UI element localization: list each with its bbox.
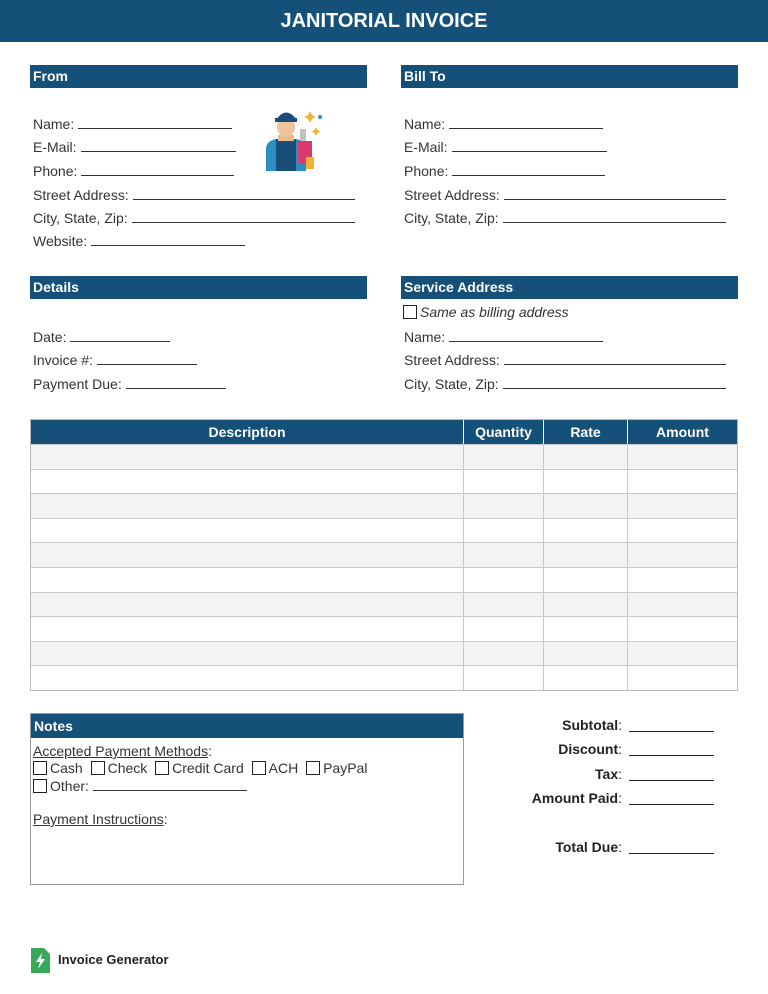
- service-street-field[interactable]: Street Address:: [404, 351, 726, 369]
- discount-label: Discount:: [558, 741, 622, 757]
- description-cell[interactable]: [31, 617, 464, 641]
- ach-checkbox[interactable]: [252, 761, 266, 775]
- table-row: [31, 493, 737, 518]
- footer-brand: Invoice Generator: [58, 952, 169, 967]
- rate-cell[interactable]: [544, 543, 628, 567]
- bill-to-phone-field[interactable]: Phone:: [404, 162, 605, 180]
- tax-input[interactable]: [629, 780, 714, 781]
- rate-cell[interactable]: [544, 666, 628, 690]
- quantity-cell[interactable]: [464, 593, 544, 617]
- description-header: Description: [31, 420, 464, 444]
- rate-cell[interactable]: [544, 445, 628, 469]
- amount-cell[interactable]: [628, 445, 737, 469]
- table-row: [31, 518, 737, 543]
- amount-cell[interactable]: [628, 519, 737, 543]
- from-heading: From: [30, 65, 367, 88]
- description-cell[interactable]: [31, 519, 464, 543]
- other-checkbox[interactable]: [33, 779, 47, 793]
- from-website-field[interactable]: Website:: [33, 232, 245, 250]
- discount-input[interactable]: [629, 755, 714, 756]
- quantity-cell[interactable]: [464, 642, 544, 666]
- payment-due-field[interactable]: Payment Due:: [33, 375, 226, 393]
- amount-cell[interactable]: [628, 543, 737, 567]
- bill-to-name-field[interactable]: Name:: [404, 115, 603, 133]
- tax-label: Tax:: [595, 766, 622, 782]
- date-field[interactable]: Date:: [33, 328, 170, 346]
- from-street-field[interactable]: Street Address:: [33, 186, 355, 204]
- bill-to-email-field[interactable]: E-Mail:: [404, 138, 607, 156]
- amount-paid-label: Amount Paid:: [531, 790, 622, 806]
- from-city-field[interactable]: City, State, Zip:: [33, 209, 355, 227]
- description-cell[interactable]: [31, 666, 464, 690]
- rate-cell[interactable]: [544, 470, 628, 494]
- quantity-cell[interactable]: [464, 568, 544, 592]
- details-heading: Details: [30, 276, 367, 299]
- payment-methods-options: Cash Check Credit Card ACH PayPal: [33, 759, 367, 777]
- table-row: [31, 592, 737, 617]
- description-cell[interactable]: [31, 494, 464, 518]
- rate-cell[interactable]: [544, 568, 628, 592]
- invoice-generator-logo-icon: [31, 948, 50, 973]
- amount-paid-input[interactable]: [629, 804, 714, 805]
- amount-cell[interactable]: [628, 642, 737, 666]
- same-as-billing-checkbox[interactable]: [403, 305, 417, 319]
- check-checkbox[interactable]: [91, 761, 105, 775]
- bill-to-city-field[interactable]: City, State, Zip:: [404, 209, 726, 227]
- line-items-table: [30, 419, 738, 691]
- service-address-heading: Service Address: [401, 276, 738, 299]
- rate-cell[interactable]: [544, 617, 628, 641]
- credit-card-checkbox[interactable]: [155, 761, 169, 775]
- amount-cell[interactable]: [628, 593, 737, 617]
- payment-instructions-label: Payment Instructions:: [33, 811, 168, 827]
- description-cell[interactable]: [31, 593, 464, 617]
- quantity-cell[interactable]: [464, 543, 544, 567]
- quantity-header: Quantity: [464, 420, 544, 444]
- quantity-cell[interactable]: [464, 617, 544, 641]
- service-city-field[interactable]: City, State, Zip:: [404, 375, 726, 393]
- payment-methods-label: Accepted Payment Methods:: [33, 743, 212, 759]
- table-row: [31, 542, 737, 567]
- from-name-field[interactable]: Name:: [33, 115, 232, 133]
- rate-cell[interactable]: [544, 519, 628, 543]
- notes-heading: Notes: [31, 714, 463, 738]
- amount-cell[interactable]: [628, 666, 737, 690]
- description-cell[interactable]: [31, 543, 464, 567]
- description-cell[interactable]: [31, 445, 464, 469]
- subtotal-label: Subtotal:: [562, 717, 622, 733]
- service-name-field[interactable]: Name:: [404, 328, 603, 346]
- bill-to-heading: Bill To: [401, 65, 738, 88]
- bill-to-street-field[interactable]: Street Address:: [404, 186, 726, 204]
- from-phone-field[interactable]: Phone:: [33, 162, 234, 180]
- quantity-cell[interactable]: [464, 445, 544, 469]
- other-payment-field[interactable]: Other:: [33, 777, 247, 795]
- table-row: [31, 469, 737, 494]
- same-as-billing-option[interactable]: Same as billing address: [403, 303, 569, 321]
- amount-cell[interactable]: [628, 617, 737, 641]
- rate-header: Rate: [544, 420, 628, 444]
- amount-cell[interactable]: [628, 568, 737, 592]
- total-due-input[interactable]: [629, 853, 714, 854]
- total-due-label: Total Due:: [555, 839, 622, 855]
- rate-cell[interactable]: [544, 642, 628, 666]
- invoice-title: JANITORIAL INVOICE: [0, 0, 768, 42]
- table-row: [31, 616, 737, 641]
- description-cell[interactable]: [31, 568, 464, 592]
- table-header: [31, 420, 737, 444]
- table-row: [31, 567, 737, 592]
- notes-box: [30, 713, 464, 885]
- table-row: [31, 444, 737, 469]
- table-row: [31, 665, 737, 690]
- quantity-cell[interactable]: [464, 666, 544, 690]
- amount-header: Amount: [656, 424, 709, 440]
- amount-cell[interactable]: [628, 494, 737, 518]
- from-email-field[interactable]: E-Mail:: [33, 138, 236, 156]
- rate-cell[interactable]: [544, 494, 628, 518]
- amount-cell[interactable]: [628, 470, 737, 494]
- janitor-icon: [262, 105, 324, 171]
- cash-checkbox[interactable]: [33, 761, 47, 775]
- quantity-cell[interactable]: [464, 519, 544, 543]
- invoice-number-field[interactable]: Invoice #:: [33, 351, 197, 369]
- table-row: [31, 641, 737, 666]
- rate-cell[interactable]: [544, 593, 628, 617]
- description-cell[interactable]: [31, 470, 464, 494]
- description-cell[interactable]: [31, 642, 464, 666]
- quantity-cell[interactable]: [464, 470, 544, 494]
- paypal-checkbox[interactable]: [306, 761, 320, 775]
- quantity-cell[interactable]: [464, 494, 544, 518]
- subtotal-input[interactable]: [629, 731, 714, 732]
